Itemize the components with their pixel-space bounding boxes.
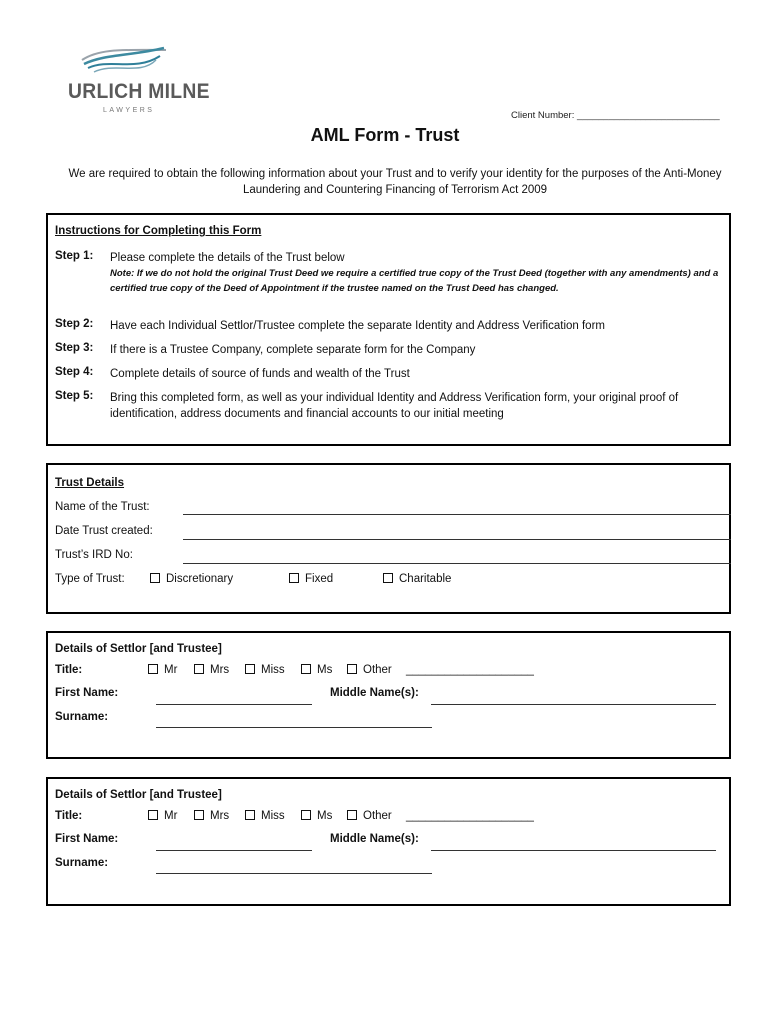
client-number-label: Client Number: — [511, 110, 575, 121]
step-3-key: Step 3: — [55, 342, 94, 354]
title-mrs[interactable]: Mrs — [194, 810, 229, 822]
checkbox-icon[interactable] — [245, 664, 255, 674]
checkbox-icon[interactable] — [301, 664, 311, 674]
first-name-field[interactable] — [156, 850, 312, 851]
settlor-heading: Details of Settlor [and Trustee] — [55, 789, 222, 801]
trust-details-heading: Trust Details — [55, 477, 125, 489]
surname-label: Surname: — [55, 857, 109, 869]
trust-name-field[interactable] — [183, 514, 731, 515]
checkbox-icon[interactable] — [289, 573, 299, 583]
step-1-key: Step 1: — [55, 250, 94, 262]
middle-name-label: Middle Name(s): — [330, 687, 419, 699]
first-name-field[interactable] — [156, 704, 312, 705]
title-mr[interactable]: Mr — [148, 810, 177, 822]
step-3-text: If there is a Trustee Company, complete separate form for the Company — [110, 344, 476, 356]
step-4-key: Step 4: — [55, 366, 94, 378]
title-ms[interactable]: Ms — [301, 810, 332, 822]
trust-date-field[interactable] — [183, 539, 731, 540]
step-5-key: Step 5: — [55, 390, 94, 402]
instructions-box — [46, 213, 731, 446]
logo-wave-icon — [80, 46, 170, 80]
title-mrs[interactable]: Mrs — [194, 664, 229, 676]
settlor-box-1 — [46, 631, 731, 759]
title-other[interactable]: Other — [347, 810, 392, 822]
trust-ird-label: Trust’s IRD No: — [55, 549, 133, 561]
trust-type-label: Type of Trust: — [55, 573, 125, 585]
step-4-text: Complete details of source of funds and wealth of the Trust — [110, 368, 410, 380]
step-5-text: Bring this completed form, as well as your individual Identity and Address Verification form, your original proof of identification, address documents and financial accounts to our initial meeting — [110, 392, 679, 420]
title-miss[interactable]: Miss — [245, 810, 285, 822]
middle-name-field[interactable] — [431, 704, 716, 705]
trust-ird-field[interactable] — [183, 563, 731, 564]
middle-name-label: Middle Name(s): — [330, 833, 419, 845]
checkbox-icon[interactable] — [148, 664, 158, 674]
title-other-field[interactable]: ____________________ — [406, 664, 534, 676]
page-title: AML Form - Trust — [310, 125, 460, 145]
title-mr[interactable]: Mr — [148, 664, 177, 676]
checkbox-icon[interactable] — [347, 664, 357, 674]
settlor-heading: Details of Settlor [and Trustee] — [55, 643, 222, 655]
checkbox-icon[interactable] — [383, 573, 393, 583]
step-1-note: Note: If we do not hold the original Trust Deed we require a certified true copy of the Trust Deed (together with any amendments) and a certified true copy of the Deed of Appointment if the trustee named on the Trust Deed has changed. — [110, 268, 719, 294]
step-1-text: Please complete the details of the Trust below — [110, 252, 345, 264]
checkbox-icon[interactable] — [347, 810, 357, 820]
trust-type-charitable[interactable]: Charitable — [383, 573, 451, 585]
title-miss[interactable]: Miss — [245, 664, 285, 676]
trust-name-label: Name of the Trust: — [55, 501, 150, 513]
middle-name-field[interactable] — [431, 850, 716, 851]
title-label: Title: — [55, 810, 83, 822]
first-name-label: First Name: — [55, 687, 119, 699]
surname-field[interactable] — [156, 873, 432, 874]
checkbox-icon[interactable] — [194, 810, 204, 820]
surname-field[interactable] — [156, 727, 432, 728]
checkbox-icon[interactable] — [194, 664, 204, 674]
first-name-label: First Name: — [55, 833, 119, 845]
title-ms[interactable]: Ms — [301, 664, 332, 676]
step-2-text: Have each Individual Settlor/Trustee complete the separate Identity and Address Verification form — [110, 320, 605, 332]
logo-subtitle: LAWYERS — [103, 107, 155, 114]
checkbox-icon[interactable] — [148, 810, 158, 820]
client-number-field[interactable]: ___________________________ — [577, 110, 720, 121]
trust-details-box — [46, 463, 731, 614]
checkbox-icon[interactable] — [245, 810, 255, 820]
checkbox-icon[interactable] — [150, 573, 160, 583]
instructions-heading: Instructions for Completing this Form — [55, 225, 262, 237]
trust-date-label: Date Trust created: — [55, 525, 153, 537]
client-number — [511, 110, 720, 121]
surname-label: Surname: — [55, 711, 109, 723]
intro-text: We are required to obtain the following information about your Trust and to verify your identity for the purposes of the Anti-Money Laundering and Countering Financing of Terrorism Act 2009 — [68, 168, 722, 196]
title-label: Title: — [55, 664, 83, 676]
trust-type-fixed[interactable]: Fixed — [289, 573, 333, 585]
trust-type-discretionary[interactable]: Discretionary — [150, 573, 233, 585]
checkbox-icon[interactable] — [301, 810, 311, 820]
step-2-key: Step 2: — [55, 318, 94, 330]
title-other-field[interactable]: ____________________ — [406, 810, 534, 822]
logo-name: URLICH MILNE — [68, 80, 210, 103]
settlor-box-2 — [46, 777, 731, 906]
title-other[interactable]: Other — [347, 664, 392, 676]
